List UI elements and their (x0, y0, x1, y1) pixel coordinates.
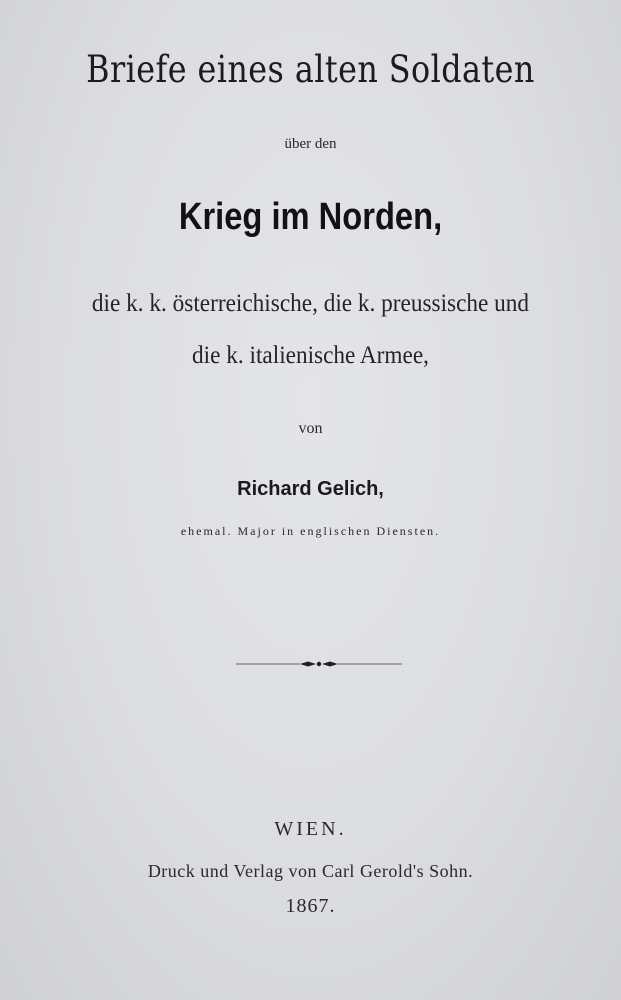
main-title: Krieg im Norden, (178, 196, 443, 238)
rule-ornament-icon (236, 658, 402, 670)
subtitle-line-2: die k. italienische Armee, (192, 342, 429, 369)
author-role: ehemal. Major in englischen Diensten. (180, 524, 441, 538)
imprint-year: 1867. (285, 895, 336, 917)
author-name: Richard Gelich, (237, 478, 384, 500)
subtitle-line-1: die k. k. österreichische, die k. preussische und (91, 290, 530, 317)
imprint-publisher: Druck und Verlag von Carl Gerold's Sohn. (147, 861, 474, 881)
book-title: Briefe eines alten Soldaten (86, 48, 535, 91)
by-word: von (298, 420, 323, 437)
title-connector: über den (284, 136, 337, 152)
imprint-city: WIEN. (274, 818, 347, 840)
